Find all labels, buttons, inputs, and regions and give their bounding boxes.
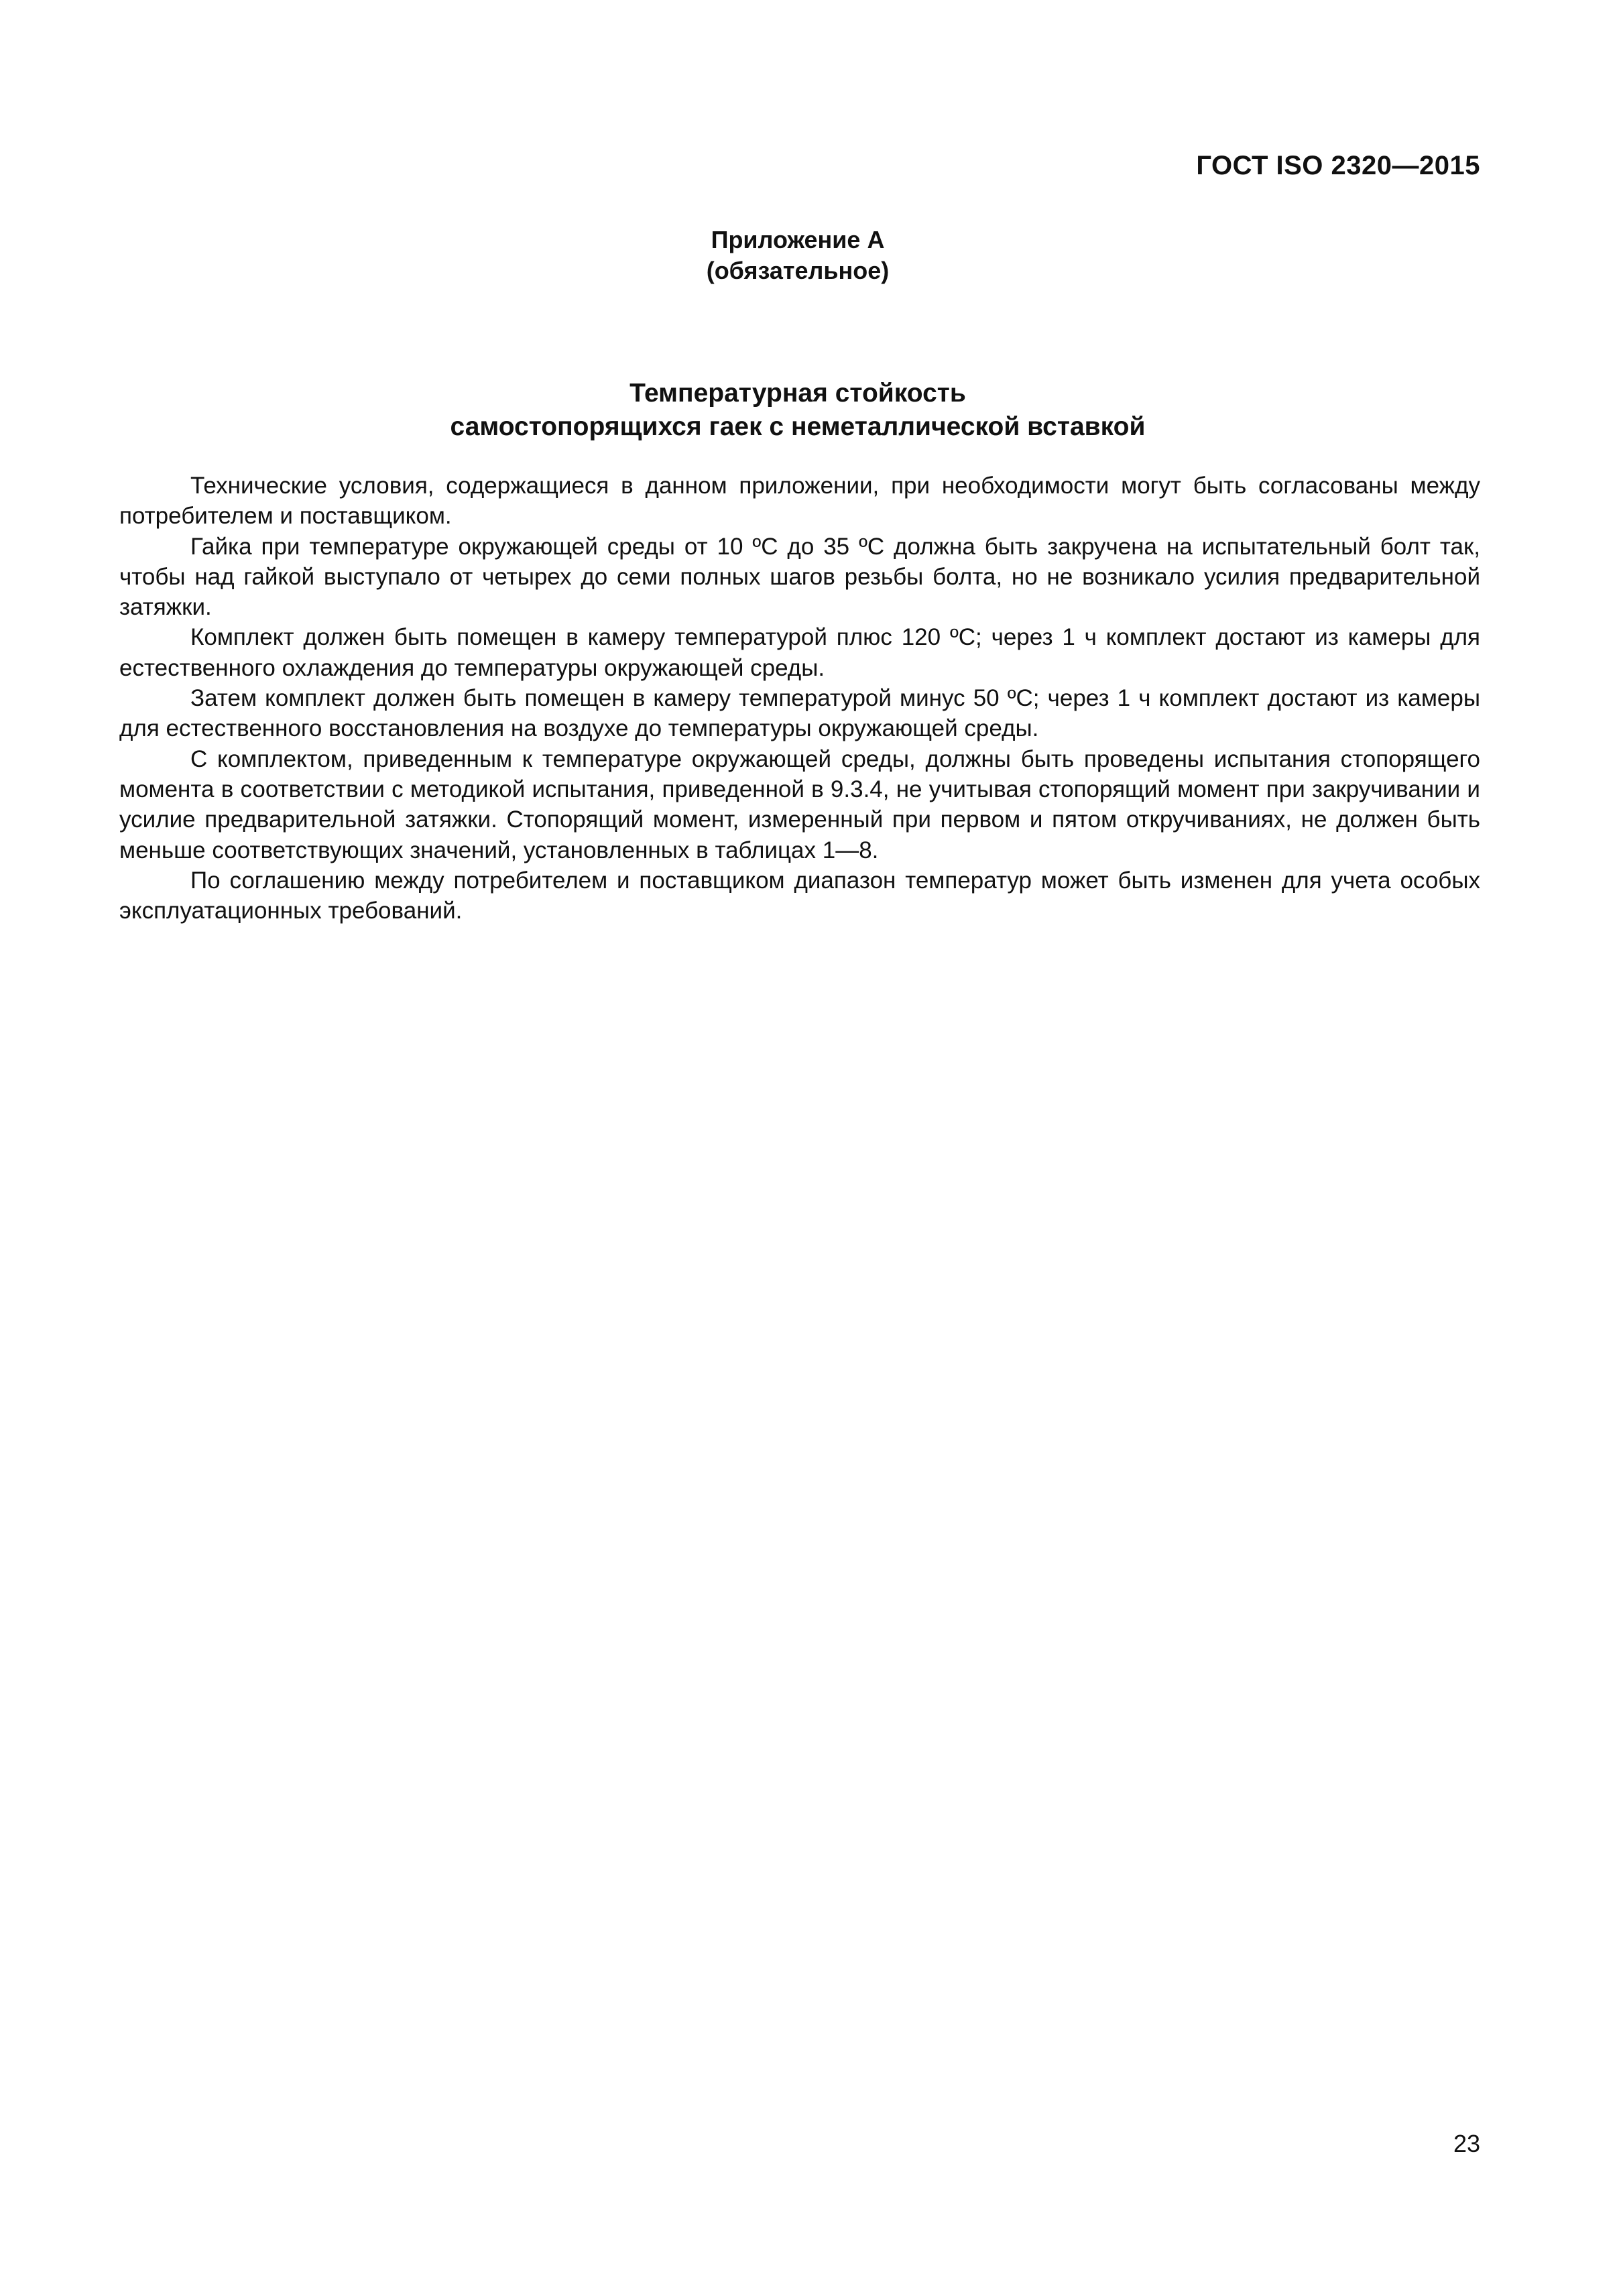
annex-title — [0, 377, 1596, 444]
paragraph: Комплект должен быть помещен в камеру температурой плюс 120 ºС; через 1 ч комплект достают из камеры для естественного охлаждения до температуры окружающей среды. — [119, 624, 1480, 681]
paragraph: По соглашению между потребителем и поставщиком диапазон температур может быть изменен для учета особых эксплуатационных требований. — [119, 867, 1480, 924]
annex-title-line-1: Температурная стойкость — [629, 379, 966, 408]
paragraph: Гайка при температуре окружающей среды от 10 ºС до 35 ºС должна быть закручена на испытательный болт так, чтобы над гайкой выступало от четырех до семи полных шагов резьбы болта, но не возникало усилия предварительной затяжки. — [119, 533, 1480, 621]
annex-label: Приложение А — [711, 226, 885, 253]
annex-body — [119, 471, 1480, 926]
page-number: 23 — [1453, 2130, 1480, 2157]
paragraph: С комплектом, приведенным к температуре окружающей среды, должны быть проведены испытания стопорящего момента в соответствии с методикой испытания, приведенной в 9.3.4, не учитывая стопорящий момент при закручивании и усилие предварительной затяжки. Стопорящий момент, измеренный при первом и пятом откручиваниях, не должен быть меньше соответствующих значений, установленных в таблицах 1—8. — [119, 745, 1480, 863]
paragraph: Затем комплект должен быть помещен в камеру температурой минус 50 ºС; через 1 ч комплект достают из камеры для естественного восстановления на воздухе до температуры окружающей среды. — [119, 685, 1480, 742]
annex-status: (обязательное) — [706, 257, 890, 284]
paragraph: Технические условия, содержащиеся в данном приложении, при необходимости могут быть согласованы между потребителем и поставщиком. — [119, 473, 1480, 530]
annex-heading — [0, 225, 1596, 286]
annex-title-line-2: самостопорящихся гаек с неметаллической вставкой — [450, 412, 1146, 441]
standard-code: ГОСТ ISO 2320—2015 — [1196, 151, 1480, 180]
